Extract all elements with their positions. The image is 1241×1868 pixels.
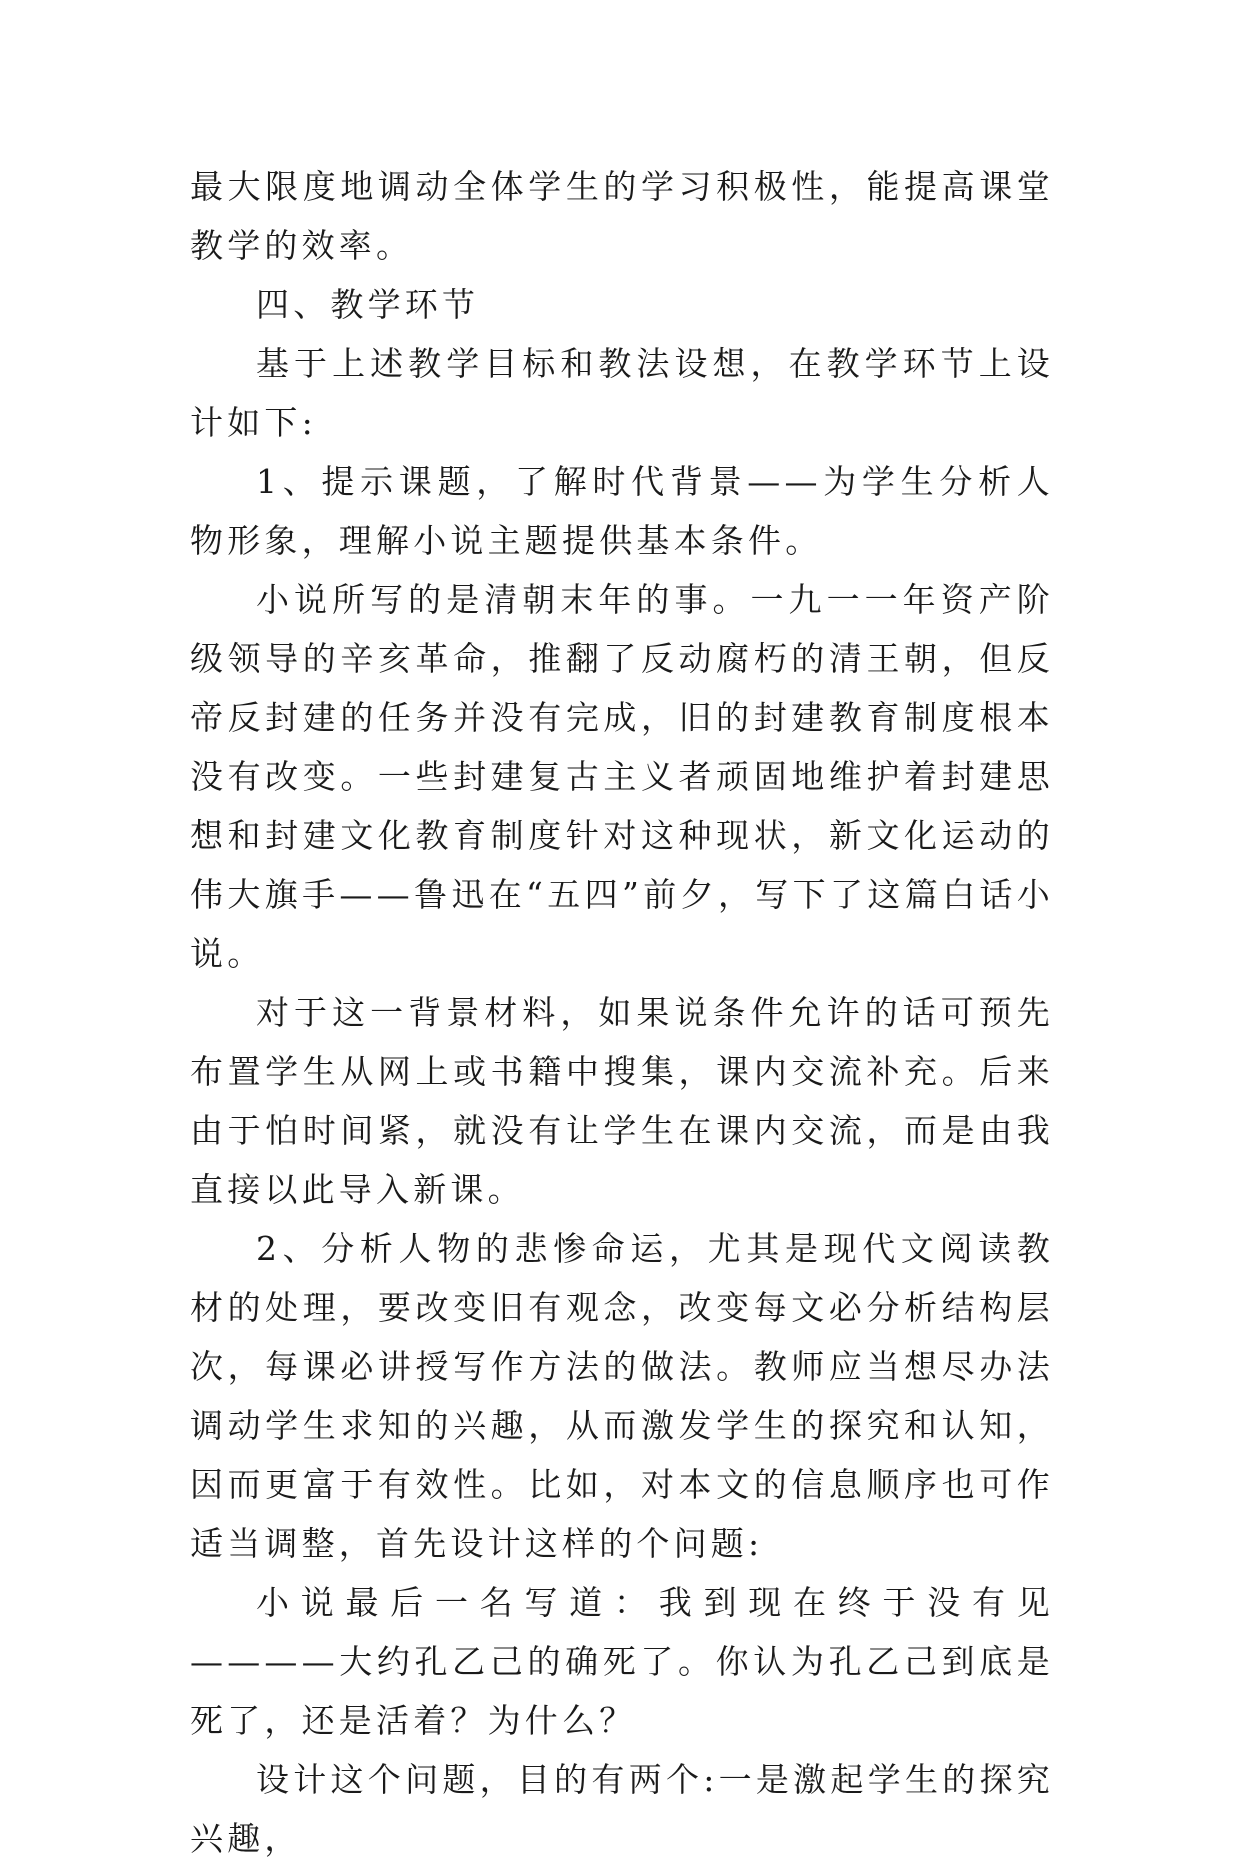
section-heading-teaching-steps: 四、教学环节 [256, 285, 480, 324]
paragraph-continuation: 最大限度地调动全体学生的学习积极性，能提高课堂教学的效率。 [190, 167, 1054, 265]
paragraph-intro: 基于上述教学目标和教法设想，在教学环节上设计如下: [190, 344, 1054, 442]
paragraph-background: 小说所写的是清朝末年的事。一九一一年资产阶级领导的辛亥革命，推翻了反动腐朽的清王朝，但反帝反封建的任务并没有完成，旧的封建教育制度根本没有改变。一些封建复古主义者顽固地维护着封建思想和封建文化教育制度针对这种现状，新文化运动的伟大旗手——鲁迅在“五四”前夕，写下了这篇白话小说。 [190, 580, 1054, 973]
paragraph-background-material: 对于这一背景材料，如果说条件允许的话可预先布置学生从网上或书籍中搜集，课内交流补充。后来由于怕时间紧，就没有让学生在课内交流，而是由我直接以此导入新课。 [190, 993, 1054, 1209]
paragraph-step-1: 1、提示课题，了解时代背景——为学生分析人物形象，理解小说主题提供基本条件。 [190, 462, 1054, 560]
paragraph-question: 小说最后一名写道：我到现在终于没有见————大约孔乙己的确死了。你认为孔乙己到底是死了，还是活着？为什么？ [190, 1583, 1054, 1740]
paragraph-step-2: 2、分析人物的悲惨命运，尤其是现代文阅读教材的处理，要改变旧有观念，改变每文必分析结构层次，每课必讲授写作方法的做法。教师应当想尽办法调动学生求知的兴趣，从而激发学生的探究和认知，因而更富于有效性。比如，对本文的信息顺序也可作适当调整，首先设计这样的个问题: [190, 1229, 1054, 1563]
document-body [190, 157, 1054, 1868]
paragraph-question-purpose: 设计这个问题，目的有两个:一是激起学生的探究兴趣， [190, 1760, 1054, 1858]
